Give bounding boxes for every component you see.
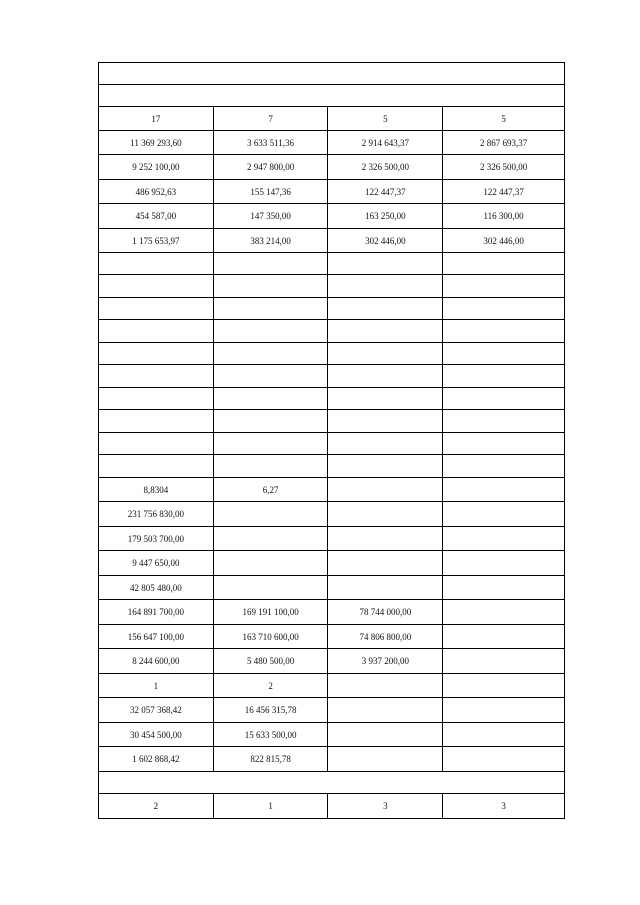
table-cell: 122 447,37 <box>443 180 565 204</box>
table-cell: 2 914 643,37 <box>328 131 443 155</box>
table-row <box>99 320 565 343</box>
table-row <box>99 131 565 155</box>
table-cell: 16 456 315,78 <box>213 698 328 723</box>
data-table <box>98 62 565 819</box>
table-cell: 8 244 600,00 <box>99 649 214 674</box>
table-cell <box>213 410 328 433</box>
table-row <box>99 600 565 625</box>
table-cell <box>213 320 328 343</box>
table-cell <box>443 410 565 433</box>
table-cell <box>328 253 443 275</box>
table-cell <box>443 388 565 410</box>
table-cell <box>328 275 443 298</box>
table-row <box>99 527 565 551</box>
table-cell <box>443 551 565 576</box>
table-cell <box>328 365 443 388</box>
table-cell <box>99 253 214 275</box>
table-cell <box>328 723 443 747</box>
table-cell <box>443 600 565 625</box>
table-cell: 822 815,78 <box>213 747 328 772</box>
table-cell: 169 191 100,00 <box>213 600 328 625</box>
table-cell <box>213 433 328 455</box>
table-cell <box>99 410 214 433</box>
table-cell <box>443 527 565 551</box>
table-cell <box>443 253 565 275</box>
table-cell: 147 350,00 <box>213 204 328 229</box>
table-cell <box>213 527 328 551</box>
footer-cell: 3 <box>443 794 565 819</box>
table-row <box>99 649 565 674</box>
table-body <box>99 63 565 819</box>
table-cell: 302 446,00 <box>443 229 565 253</box>
table-row <box>99 107 565 131</box>
table-cell: 1 <box>99 674 214 698</box>
footer-cell: 2 <box>99 794 214 819</box>
table-cell: 3 937 200,00 <box>328 649 443 674</box>
table-row <box>99 365 565 388</box>
table-cell: 383 214,00 <box>213 229 328 253</box>
table-cell <box>328 527 443 551</box>
table-row <box>99 625 565 649</box>
table-cell: 2 326 500,00 <box>443 155 565 180</box>
table-cell: 7 <box>213 107 328 131</box>
header-cell <box>99 85 565 107</box>
table-row <box>99 204 565 229</box>
table-cell <box>213 455 328 478</box>
table-cell: 164 891 700,00 <box>99 600 214 625</box>
table-header-row <box>99 85 565 107</box>
table-row <box>99 502 565 527</box>
table-cell <box>99 365 214 388</box>
table-cell: 11 369 293,60 <box>99 131 214 155</box>
table-cell: 42 805 480,00 <box>99 576 214 600</box>
table-cell <box>443 576 565 600</box>
table-cell <box>328 674 443 698</box>
table-cell <box>328 478 443 502</box>
table-cell <box>443 502 565 527</box>
table-row <box>99 747 565 772</box>
table-row <box>99 410 565 433</box>
table-cell <box>443 275 565 298</box>
table-cell <box>99 343 214 365</box>
footer-cell: 3 <box>328 794 443 819</box>
table-row <box>99 229 565 253</box>
table-cell: 9 447 650,00 <box>99 551 214 576</box>
header-cell <box>99 63 565 85</box>
table-row <box>99 155 565 180</box>
table-cell <box>213 502 328 527</box>
table-cell: 1 175 653,97 <box>99 229 214 253</box>
table-cell <box>328 298 443 320</box>
table-cell: 78 744 000,00 <box>328 600 443 625</box>
table-cell <box>328 433 443 455</box>
table-cell: 30 454 500,00 <box>99 723 214 747</box>
table-cell: 74 806 800,00 <box>328 625 443 649</box>
table-cell: 8,8304 <box>99 478 214 502</box>
table-cell <box>443 433 565 455</box>
table-cell <box>328 343 443 365</box>
table-row <box>99 180 565 204</box>
table-cell: 122 447,37 <box>328 180 443 204</box>
table-cell <box>443 298 565 320</box>
footer-row <box>99 794 565 819</box>
table-cell <box>213 343 328 365</box>
table-cell: 6,27 <box>213 478 328 502</box>
separator-row <box>99 772 565 794</box>
table-cell: 5 <box>443 107 565 131</box>
table-cell: 17 <box>99 107 214 131</box>
table-cell <box>328 502 443 527</box>
table-cell <box>99 433 214 455</box>
table-cell <box>328 576 443 600</box>
table-row <box>99 433 565 455</box>
table-row <box>99 343 565 365</box>
table-cell <box>443 649 565 674</box>
table-cell <box>213 253 328 275</box>
table-cell <box>99 298 214 320</box>
table-cell: 15 633 500,00 <box>213 723 328 747</box>
table-cell <box>443 723 565 747</box>
table-cell: 179 503 700,00 <box>99 527 214 551</box>
table-row <box>99 674 565 698</box>
table-cell <box>99 275 214 298</box>
table-header-row <box>99 63 565 85</box>
table-cell <box>328 320 443 343</box>
table-cell: 3 633 511,36 <box>213 131 328 155</box>
table-cell <box>213 551 328 576</box>
separator-cell <box>99 772 565 794</box>
table-cell <box>328 698 443 723</box>
table-row <box>99 298 565 320</box>
table-row <box>99 388 565 410</box>
table-cell: 2 947 800,00 <box>213 155 328 180</box>
table-cell <box>328 388 443 410</box>
table-cell <box>443 747 565 772</box>
table-cell <box>99 388 214 410</box>
table-cell <box>443 365 565 388</box>
table-row <box>99 455 565 478</box>
table-cell <box>443 625 565 649</box>
table-cell: 9 252 100,00 <box>99 155 214 180</box>
table-cell <box>443 674 565 698</box>
table-cell: 116 300,00 <box>443 204 565 229</box>
table-row <box>99 275 565 298</box>
table-cell: 302 446,00 <box>328 229 443 253</box>
table-row <box>99 698 565 723</box>
table-cell <box>213 275 328 298</box>
table-cell <box>328 410 443 433</box>
table-cell: 156 647 100,00 <box>99 625 214 649</box>
table-cell: 5 <box>328 107 443 131</box>
table-cell: 231 756 830,00 <box>99 502 214 527</box>
table-cell: 486 952,63 <box>99 180 214 204</box>
table-cell <box>213 298 328 320</box>
table-cell: 454 587,00 <box>99 204 214 229</box>
table-cell <box>443 320 565 343</box>
table-cell: 2 326 500,00 <box>328 155 443 180</box>
table-row <box>99 551 565 576</box>
table-row <box>99 576 565 600</box>
table-cell: 2 867 693,37 <box>443 131 565 155</box>
table-cell: 1 602 868,42 <box>99 747 214 772</box>
table-cell <box>443 455 565 478</box>
table-cell <box>443 698 565 723</box>
table-cell <box>99 320 214 343</box>
table-row <box>99 723 565 747</box>
table-cell: 163 250,00 <box>328 204 443 229</box>
table-cell: 5 480 500,00 <box>213 649 328 674</box>
table-cell: 163 710 600,00 <box>213 625 328 649</box>
table-cell <box>443 343 565 365</box>
table-cell <box>213 388 328 410</box>
table-cell <box>99 455 214 478</box>
table-cell <box>328 455 443 478</box>
table-row <box>99 253 565 275</box>
table-cell: 32 057 368,42 <box>99 698 214 723</box>
table-cell <box>328 551 443 576</box>
table-cell <box>443 478 565 502</box>
table-cell <box>328 747 443 772</box>
table-cell: 2 <box>213 674 328 698</box>
footer-cell: 1 <box>213 794 328 819</box>
table-cell <box>213 365 328 388</box>
table-row <box>99 478 565 502</box>
table-cell <box>213 576 328 600</box>
table-cell: 155 147,36 <box>213 180 328 204</box>
